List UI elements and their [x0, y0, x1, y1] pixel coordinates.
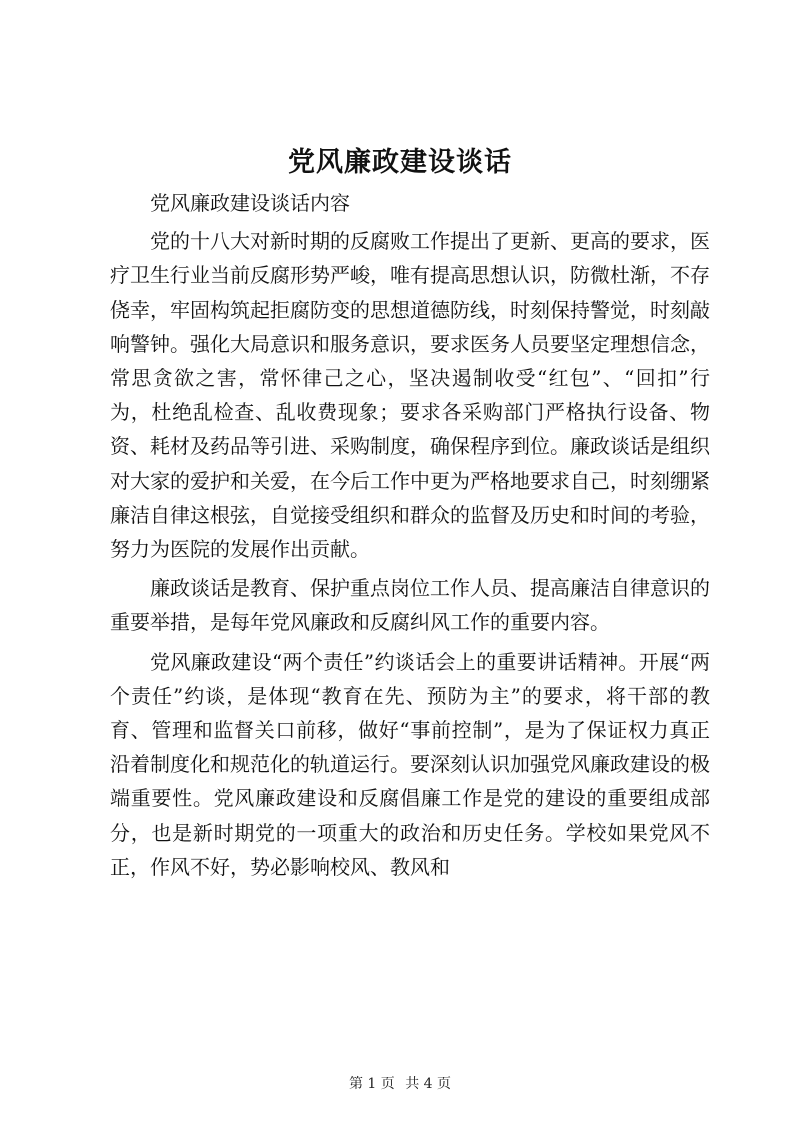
- paragraph-3: 党风廉政建设“两个责任”约谈话会上的重要讲话精神。开展“两个责任”约谈，是体现“教育在先、预防为主”的要求，将干部的教育、管理和监督关口前移，做好“事前控制”，是为了保证权力真正沿着制度化和规范化的轨道运行。要深刻认识加强党风廉政建设的极端重要性。党风廉政建设和反腐倡廉工作是党的建设的重要组成部分，也是新时期党的一项重大的政治和历史任务。学校如果党风不正，作风不好，势必影响校风、教风和: [110, 649, 710, 879]
- paragraph-1: 党的十八大对新时期的反腐败工作提出了更新、更高的要求，医疗卫生行业当前反腐形势严峻，唯有提高思想认识，防微杜渐，不存侥幸，牢固构筑起拒腐防变的思想道德防线，时刻保持警觉，时刻敲响警钟。强化大局意识和服务意识，要求医务人员要坚定理想信念，常思贪欲之害，常怀律己之心，坚决遏制收受“红包”、“回扣”行为，杜绝乱检查、乱收费现象；要求各采购部门严格执行设备、物资、耗材及药品等引进、采购制度，确保程序到位。廉政谈话是组织对大家的爱护和关爱，在今后工作中更为严格地要求自己，时刻绷紧廉洁自律这根弦，自觉接受组织和群众的监督及历史和时间的考验，努力为医院的发展作出贡献。: [110, 229, 710, 562]
- page-footer: [0, 1073, 800, 1093]
- paragraph-2: 廉政谈话是教育、保护重点岗位工作人员、提高廉洁自律意识的重要举措，是每年党风廉政和反腐纠风工作的重要内容。: [110, 576, 710, 635]
- document-body: [110, 186, 710, 889]
- document-subtitle: 党风廉政建设谈话内容: [150, 191, 350, 215]
- document-title: 党风廉政建设谈话: [288, 147, 512, 178]
- page-number: 第 1 页: [348, 1076, 395, 1092]
- page-total: 共 4 页: [405, 1076, 452, 1092]
